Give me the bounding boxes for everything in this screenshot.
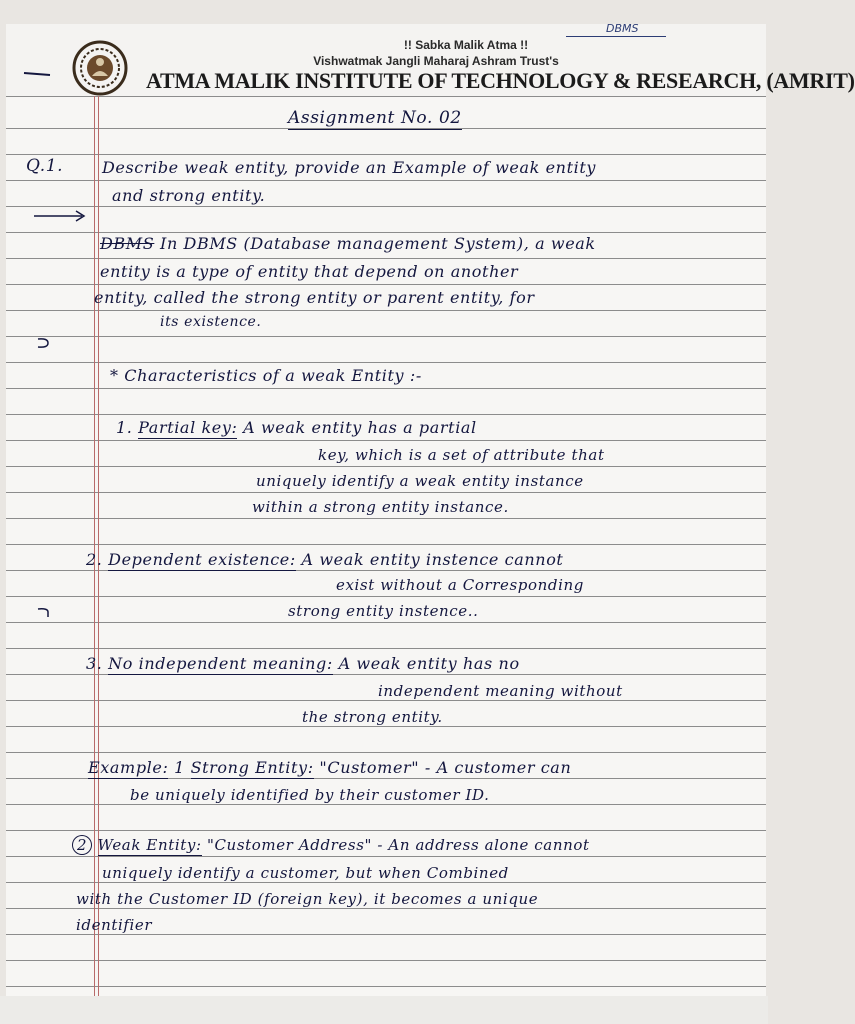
example-label: Example: [88,758,169,777]
example-2-term: Weak Entity: [97,836,202,854]
struck-word: DBMS [100,234,155,253]
example-2-number: 2 [72,835,92,855]
assignment-title-text: Assignment No. 02 [288,108,462,128]
answer-line-2: entity is a type of entity that depend on another [100,262,519,281]
item-text: A weak entity has no [338,654,520,673]
characteristics-heading: * Characteristics of a weak Entity :- [110,366,422,385]
ruled-line [6,544,766,545]
subject-label: DBMS [606,22,639,35]
ruled-line [6,934,766,935]
ruled-line [6,804,766,805]
answer-line-1 [100,234,596,253]
page-header [6,22,855,96]
ruled-line [6,336,766,337]
question-line-1: Describe weak entity, provide an Example of weak entity [102,158,596,177]
assignment-title [288,108,462,128]
ruled-line [6,180,766,181]
ruled-line [6,440,766,441]
example-line-3 [72,836,590,854]
answer-line-1-text: In DBMS (Database management System), a weak [160,234,596,253]
margin-line [98,96,99,996]
ruled-line [6,492,766,493]
ruled-line [6,856,766,857]
header-trust: Vishwatmak Jangli Maharaj Ashram Trust's [313,54,559,68]
institute-name: ATMA MALIK INSTITUTE OF TECHNOLOGY & RESEARCH, (AMRIT) [146,68,855,93]
arrow-icon [32,208,88,224]
answer-line-3: entity, called the strong entity or parent entity, for [94,288,535,307]
item-number: 2. [86,550,103,569]
page-bottom-edge [0,996,768,1024]
ruled-line [6,622,766,623]
example-1-term: Strong Entity: [190,758,314,777]
item-3-line-3: the strong entity. [302,708,443,726]
item-text: A weak entity has a partial [243,418,477,437]
example-line-4: uniquely identify a customer, but when Combined [102,864,509,882]
example-1-text: "Customer" - A customer can [319,758,572,777]
ruled-line [6,830,766,831]
ruled-line [6,518,766,519]
example-1-number: 1 [174,758,185,777]
question-line-2: and strong entity. [112,186,266,205]
ruled-line [6,700,766,701]
example-2-text: "Customer Address" - An address alone cannot [206,836,590,854]
ruled-line [6,414,766,415]
ruled-line [6,362,766,363]
example-line-1 [88,758,571,777]
item-1-first-line [116,418,477,437]
item-number: 1. [116,418,133,437]
item-1-line-2: key, which is a set of attribute that [318,446,605,464]
item-term: No independent meaning: [108,654,333,673]
item-text: A weak entity instence cannot [301,550,564,569]
notebook-page [6,22,855,996]
ruled-line [6,232,766,233]
ruled-line [6,986,766,987]
item-3-line-2: independent meaning without [378,682,623,700]
ruled-line [6,284,766,285]
margin-bracket-icon [36,336,52,350]
institute-logo-icon [72,40,128,96]
margin-line [94,96,95,996]
ruled-line [6,96,766,97]
item-number: 3. [86,654,103,673]
ruled-line [6,258,766,259]
ruled-line [6,466,766,467]
ruled-line [6,882,766,883]
margin-dash-icon [22,68,52,78]
question-number: Q.1. [26,156,64,176]
ruled-line [6,726,766,727]
item-2-first-line [86,550,563,569]
header-motto: !! Sabka Malik Atma !! [403,38,529,52]
item-term: Dependent existence: [108,550,296,569]
item-1-line-3: uniquely identify a weak entity instance [256,472,584,490]
ruled-line [6,388,766,389]
item-term: Partial key: [138,418,238,437]
item-2-line-2: exist without a Corresponding [336,576,584,594]
example-line-5: with the Customer ID (foreign key), it becomes a unique [76,890,539,908]
item-3-first-line [86,654,520,673]
ruled-line [6,154,766,155]
ruled-line [6,908,766,909]
answer-line-4: its existence. [160,314,262,330]
ruled-line [6,310,766,311]
ruled-line [6,648,766,649]
item-2-line-3: strong entity instence.. [288,602,479,620]
ruled-line [6,206,766,207]
ruled-line [6,752,766,753]
example-line-6: identifier [76,916,153,934]
ruled-line [6,596,766,597]
item-1-line-4: within a strong entity instance. [252,498,509,516]
subject-underline [566,36,666,37]
ruled-line [6,960,766,961]
margin-bracket-icon [36,606,52,618]
example-line-2: be uniquely identified by their customer ID. [130,786,490,804]
